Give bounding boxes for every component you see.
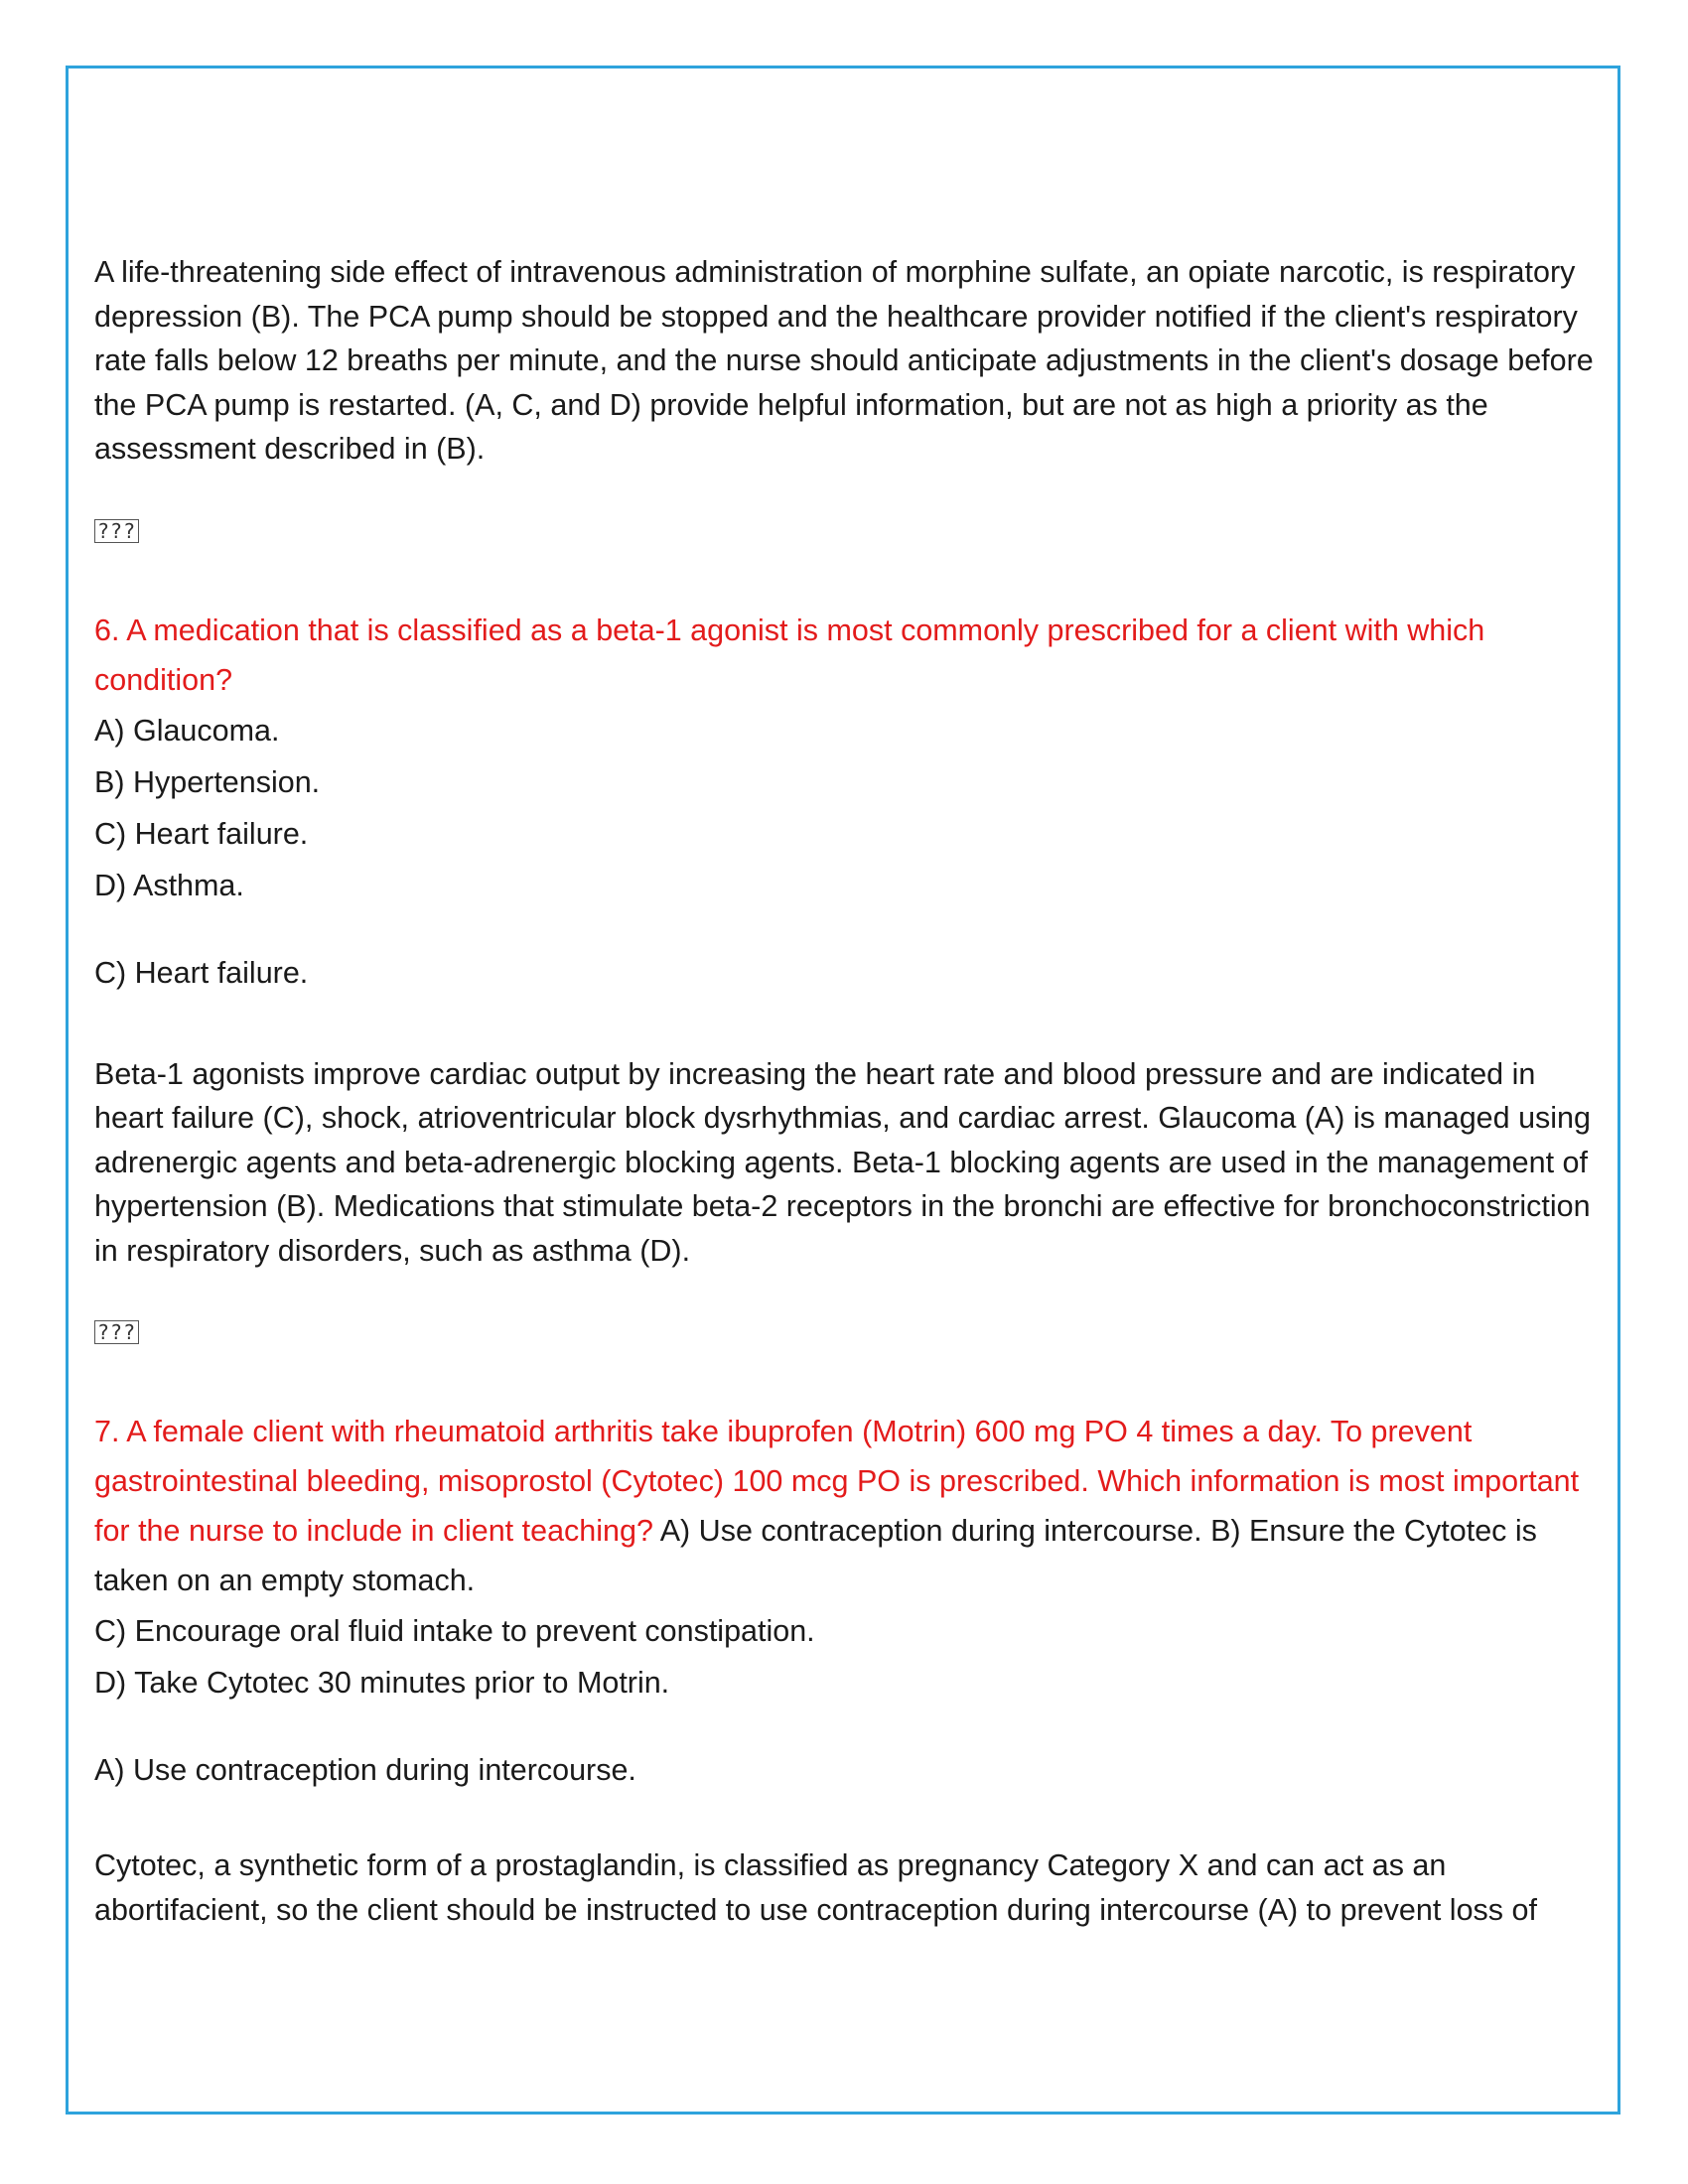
- separator-glyph-2: ???: [94, 1320, 139, 1344]
- intro-explanation: A life-threatening side effect of intravenous administration of morphine sulfate, an opiate narcotic, is respiratory depression (B). The PCA pump should be stopped and the healthcare provider notified if the client's respiratory rate falls below 12 breaths per minute, and the nurse should anticipate adjustments in the client's dosage before the PCA pump is restarted. (A, C, and D) provide helpful information, but are not as high a priority as the assessment described in (B).: [94, 255, 1594, 466]
- question-7-option-c: C) Encourage oral fluid intake to prevent constipation.: [94, 1614, 815, 1648]
- question-7-option-d: D) Take Cytotec 30 minutes prior to Motrin.: [94, 1666, 670, 1700]
- question-7-inline-options: A) Use contraception during intercourse. B) Ensure the Cytotec is taken on an empty stomach.: [94, 1514, 1537, 1597]
- question-6-answer: C) Heart failure.: [94, 955, 309, 990]
- question-6-option-d: D) Asthma.: [94, 868, 244, 902]
- question-6-explanation: Beta-1 agonists improve cardiac output by increasing the heart rate and blood pressure and are indicated in heart failure (C), shock, atrioventricular block dysrhythmias, and cardiac arrest. Glaucoma (A) is managed using adrenergic agents and beta-adrenergic blocking agents. Beta-1 blocking agents are used in the management of hypertension (B). Medications that stimulate beta-2 receptors in the bronchi are effective for bronchoconstriction in respiratory disorders, such as asthma (D).: [94, 1056, 1591, 1268]
- question-7-explanation: Cytotec, a synthetic form of a prostaglandin, is classified as pregnancy Category X and can act as an abortifacient, so the client should be instructed to use contraception during intercourse (A) to prevent loss of: [94, 1848, 1537, 1927]
- document-content: [94, 250, 1594, 1932]
- question-6-option-c: C) Heart failure.: [94, 816, 309, 851]
- question-6-option-a: A) Glaucoma.: [94, 713, 280, 748]
- question-7-text: [94, 1407, 1594, 1605]
- separator-glyph-1: ???: [94, 519, 139, 543]
- question-7-answer: A) Use contraception during intercourse.: [94, 1753, 636, 1787]
- question-7-prompt: 7. A female client with rheumatoid arthritis take ibuprofen (Motrin) 600 mg PO 4 times a day. To prevent gastrointestinal bleeding, misoprostol (Cytotec) 100 mcg PO is prescribed. Which information is most important for the nurse to include in client teaching?: [94, 1415, 1580, 1548]
- question-7-block: [94, 1407, 1594, 1932]
- question-6-text: 6. A medication that is classified as a beta-1 agonist is most commonly prescribed for a client with which condition?: [94, 613, 1485, 697]
- question-6-block: [94, 606, 1594, 1274]
- question-6-option-b: B) Hypertension.: [94, 764, 321, 799]
